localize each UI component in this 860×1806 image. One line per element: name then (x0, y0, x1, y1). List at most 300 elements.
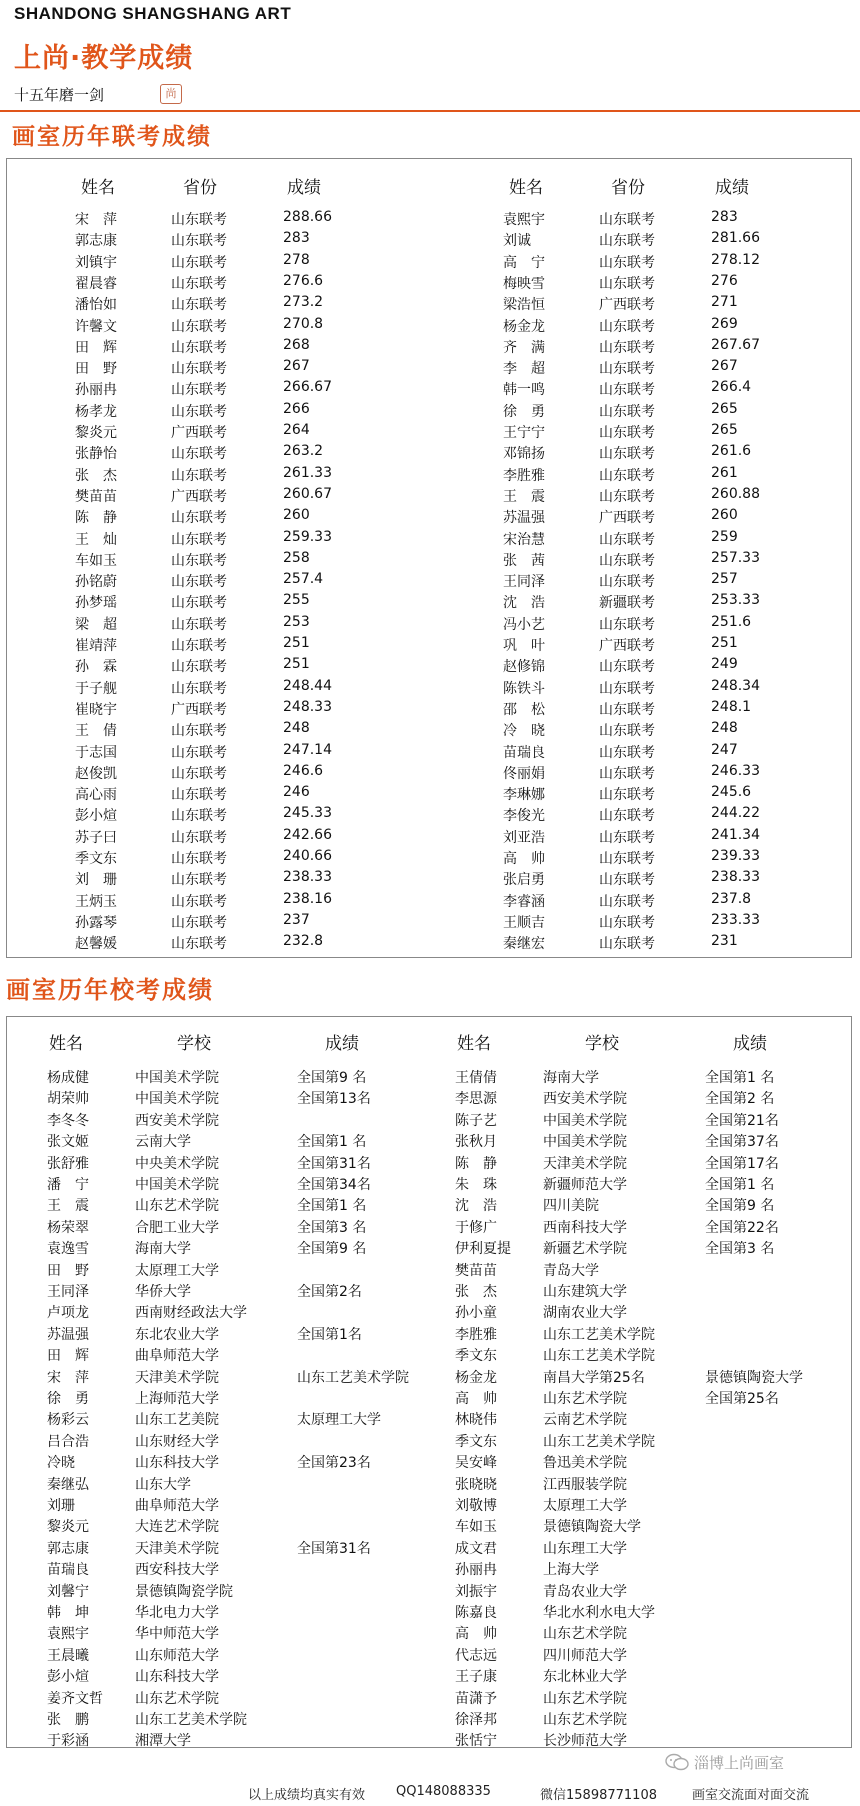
cell-second: 山东联考 (171, 552, 227, 569)
cell-second: 山东联考 (171, 680, 227, 697)
section-title-school-exam: 画室历年校考成绩 (6, 976, 214, 1004)
table-row (415, 1110, 835, 1132)
cell-second: 长沙师范大学 (543, 1733, 627, 1750)
cell-name: 张文姬 (47, 1134, 89, 1151)
cell-score: 238.33 (283, 869, 332, 886)
cell-second: 山东联考 (171, 851, 227, 867)
cell-second: 新疆师范大学 (543, 1177, 627, 1193)
cell-name: 秦继弘 (47, 1476, 89, 1493)
cell-name: 张 鹏 (47, 1712, 89, 1728)
cell-score: 260.67 (283, 485, 332, 502)
cell-name: 彭小煊 (75, 808, 117, 825)
cell-name: 王宁宁 (503, 425, 545, 441)
cell-second: 山东工艺美术学院 (543, 1348, 655, 1365)
cell-score: 267 (283, 358, 310, 375)
cell-score: 248.1 (711, 698, 752, 715)
cell-name: 胡荣帅 (47, 1091, 89, 1108)
cell-name: 齐 满 (503, 339, 545, 356)
cell-score: 全国第2 名 (705, 1091, 775, 1108)
cell-score: 259.33 (283, 528, 332, 545)
cell-name: 黎炎元 (47, 1519, 89, 1536)
cell-name: 李 超 (503, 361, 545, 378)
cell-second: 山东联考 (599, 275, 655, 292)
table-row (7, 1474, 427, 1496)
cell-second: 山东联考 (599, 574, 655, 591)
cell-name: 杨彩云 (47, 1412, 89, 1429)
table-row (435, 571, 855, 593)
cell-second: 华中师范大学 (135, 1626, 219, 1643)
cell-name: 孙小童 (455, 1305, 497, 1322)
table-row (7, 1388, 427, 1410)
table-row (7, 933, 427, 955)
cell-second: 山东联考 (599, 233, 655, 250)
cell-name: 伊利夏提 (455, 1241, 511, 1258)
table-row (435, 294, 855, 316)
table-row (7, 1559, 427, 1581)
cell-name: 苗瑞良 (503, 744, 545, 761)
table-row (415, 1174, 835, 1196)
cell-score: 237.8 (711, 890, 752, 907)
cell-score: 266 (283, 400, 310, 417)
cell-name: 赵馨媛 (75, 936, 117, 953)
table-row (435, 784, 855, 806)
cell-second: 山东联考 (599, 744, 655, 761)
cell-name: 杨金龙 (503, 318, 545, 335)
table-row (415, 1645, 835, 1667)
cell-name: 潘怡如 (75, 297, 117, 314)
footer (0, 1776, 860, 1806)
cell-name: 于志国 (75, 744, 117, 761)
cell-second: 天津美术学院 (135, 1369, 219, 1386)
cell-second: 山东联考 (171, 510, 227, 527)
cell-second: 山东联考 (171, 446, 227, 463)
cell-second: 海南大学 (543, 1070, 599, 1086)
cell-second: 山东联考 (599, 361, 655, 378)
cell-second: 山东工艺美院 (135, 1412, 219, 1429)
table-row (7, 358, 427, 380)
cell-name: 王炳玉 (75, 893, 117, 910)
cell-second: 四川美院 (543, 1198, 599, 1215)
cell-name: 李琳娜 (503, 787, 545, 804)
cell-name: 张静怡 (75, 446, 117, 463)
cell-score: 248.33 (283, 698, 332, 715)
cell-score: 全国第1 名 (297, 1134, 367, 1151)
cell-name: 宋治慧 (503, 531, 545, 548)
cell-name: 王晨曦 (47, 1647, 89, 1664)
cell-second: 山东联考 (171, 829, 227, 846)
cell-name: 季文东 (455, 1348, 497, 1365)
cell-name: 张 杰 (75, 467, 117, 484)
cell-second: 合肥工业大学 (135, 1219, 219, 1236)
cell-score: 247.14 (283, 741, 332, 758)
column-header: 成绩 (715, 178, 749, 198)
cell-score: 全国第17名 (705, 1155, 779, 1172)
cell-second: 山东联考 (171, 403, 227, 420)
cell-second: 江西服装学院 (543, 1476, 627, 1493)
table-row (7, 1516, 427, 1538)
cell-second: 四川师范大学 (543, 1647, 627, 1664)
cell-name: 刘诚 (503, 233, 531, 250)
cell-name: 王同泽 (503, 574, 545, 591)
brand-title: 上尚·教学成绩 (14, 43, 194, 74)
cell-score: 247 (711, 741, 738, 758)
wechat-account-name: 淄博上尚画室 (694, 1754, 785, 1772)
cell-name: 李胜雅 (503, 467, 545, 484)
table-row (7, 1217, 427, 1239)
cell-name: 孙丽冉 (75, 382, 117, 399)
cell-second: 西安科技大学 (135, 1562, 219, 1579)
table-row (7, 443, 427, 465)
cell-name: 高 宁 (503, 254, 545, 271)
cell-score: 265 (711, 400, 738, 417)
table-row (7, 1260, 427, 1282)
cell-score: 260 (283, 507, 310, 524)
cell-name: 徐 勇 (47, 1391, 89, 1407)
table-row (7, 550, 427, 572)
cell-score: 263.2 (283, 443, 324, 460)
cell-second: 广西联考 (171, 701, 227, 718)
table-row (415, 1388, 835, 1410)
table-row (435, 742, 855, 764)
table-row (415, 1516, 835, 1538)
cell-second: 山东联考 (171, 382, 227, 399)
cell-name: 秦继宏 (503, 936, 545, 953)
cell-name: 高心雨 (75, 787, 117, 804)
cell-name: 崔靖萍 (75, 638, 117, 654)
column-header: 学校 (177, 1034, 211, 1054)
cell-score: 全国第1名 (297, 1326, 362, 1343)
table-row (7, 1581, 427, 1603)
table-row (435, 912, 855, 934)
cell-name: 田 辉 (47, 1348, 89, 1365)
cell-second: 景德镇陶瓷学院 (135, 1583, 233, 1600)
cell-score: 251 (283, 656, 310, 673)
cell-name: 韩 坤 (47, 1605, 89, 1621)
cell-second: 广西联考 (171, 425, 227, 441)
joint-exam-table (6, 158, 852, 958)
cell-second: 山东联考 (171, 808, 227, 825)
cell-second: 天津美术学院 (543, 1155, 627, 1172)
cell-name: 刘馨宁 (47, 1583, 89, 1600)
table-row (415, 1088, 835, 1110)
cell-name: 田 野 (47, 1262, 89, 1279)
cell-second: 山东联考 (171, 339, 227, 356)
cell-second: 山东联考 (171, 914, 227, 931)
column-header: 省份 (183, 178, 217, 198)
column-header: 成绩 (287, 178, 321, 198)
cell-score: 248.34 (711, 677, 760, 694)
cell-name: 卢项龙 (47, 1305, 89, 1322)
cell-second: 山东联考 (599, 829, 655, 846)
table-row (7, 827, 427, 849)
cell-name: 陈 静 (455, 1155, 497, 1172)
section-title-joint-exam: 画室历年联考成绩 (12, 124, 212, 150)
table-row (7, 1602, 427, 1624)
table-row (415, 1452, 835, 1474)
cell-name: 梅映雪 (503, 275, 545, 292)
cell-name: 杨荣翠 (47, 1219, 89, 1236)
cell-name: 李冬冬 (47, 1112, 89, 1129)
cell-second: 山东联考 (599, 723, 655, 740)
cell-second: 广西联考 (171, 488, 227, 505)
cell-score: 全国第3 名 (705, 1241, 775, 1258)
cell-second: 山东艺术学院 (543, 1626, 627, 1643)
cell-second: 山东联考 (171, 318, 227, 335)
cell-score: 273.2 (283, 294, 324, 311)
table-row (415, 1688, 835, 1710)
table-row (7, 784, 427, 806)
cell-name: 车如玉 (75, 552, 117, 569)
cell-name: 于修广 (455, 1219, 497, 1236)
table-row (415, 1067, 835, 1089)
table-row (435, 614, 855, 636)
cell-second: 山东工艺美术学院 (543, 1326, 655, 1343)
table-row (7, 891, 427, 913)
cell-score: 278 (283, 251, 310, 268)
table-row (415, 1623, 835, 1645)
cell-second: 西安美术学院 (543, 1091, 627, 1108)
cell-second: 山东联考 (599, 212, 655, 228)
cell-score: 238.16 (283, 890, 332, 907)
table-row (7, 486, 427, 508)
cell-second: 东北农业大学 (135, 1326, 219, 1343)
table-row (7, 1431, 427, 1453)
footer-wechat: 微信15898771108 (540, 1788, 657, 1803)
cell-name: 苏子曰 (75, 829, 117, 846)
table-row (7, 1730, 427, 1752)
table-row (435, 891, 855, 913)
cell-name: 王同泽 (47, 1284, 89, 1300)
cell-name: 高 帅 (503, 851, 545, 867)
cell-name: 孙铭蔚 (75, 574, 117, 591)
table-row (7, 763, 427, 785)
cell-name: 潘 宁 (47, 1177, 89, 1193)
cell-score: 全国第31名 (297, 1540, 371, 1557)
cell-score: 245.33 (283, 805, 332, 822)
cell-name: 孙丽冉 (455, 1562, 497, 1579)
cell-score: 257.4 (283, 571, 324, 588)
cell-name: 吕合浩 (47, 1433, 89, 1450)
cell-score: 260 (711, 507, 738, 524)
cell-score: 237 (283, 911, 310, 928)
cell-score: 258 (283, 549, 310, 566)
cell-second: 华北水利水电大学 (543, 1605, 655, 1621)
footer-note: 以上成绩均真实有效 (248, 1788, 366, 1803)
cell-name: 苗潇予 (455, 1690, 497, 1707)
cell-second: 海南大学 (135, 1241, 191, 1258)
cell-second: 山东联考 (171, 872, 227, 889)
cell-name: 朱 珠 (455, 1177, 497, 1193)
cell-second: 山东联考 (171, 893, 227, 910)
table-row (7, 1195, 427, 1217)
table-row (7, 1645, 427, 1667)
cell-name: 张秋月 (455, 1134, 497, 1151)
table-row (7, 337, 427, 359)
cell-name: 彭小煊 (47, 1669, 89, 1686)
cell-name: 张 茜 (503, 552, 545, 569)
cell-name: 田 野 (75, 361, 117, 378)
cell-score: 267 (711, 358, 738, 375)
table-row (435, 656, 855, 678)
cell-score: 259 (711, 528, 738, 545)
cell-second: 山东联考 (171, 595, 227, 612)
table-row (435, 422, 855, 444)
table-row (7, 1367, 427, 1389)
cell-name: 冷晓 (47, 1455, 75, 1472)
table-row (7, 1688, 427, 1710)
table-row (7, 1174, 427, 1196)
table-row (7, 1238, 427, 1260)
table-row (415, 1131, 835, 1153)
cell-score: 260.88 (711, 485, 760, 502)
cell-name: 林晓伟 (455, 1412, 497, 1429)
cell-score: 265 (711, 422, 738, 438)
cell-second: 山东联考 (599, 339, 655, 356)
cell-name: 袁熙宇 (47, 1626, 89, 1643)
column-header: 姓名 (49, 1034, 83, 1054)
cell-score: 239.33 (711, 848, 760, 864)
table-row (7, 635, 427, 657)
table-row (7, 294, 427, 316)
cell-score: 271 (711, 294, 738, 311)
cell-second: 天津美术学院 (135, 1540, 219, 1557)
table-row (435, 465, 855, 487)
cell-name: 王 震 (47, 1198, 89, 1215)
cell-score: 281.66 (711, 230, 760, 247)
column-header: 成绩 (733, 1034, 767, 1054)
cell-score: 248 (711, 720, 738, 737)
cell-name: 邵 松 (503, 701, 545, 718)
table-row (7, 869, 427, 891)
table-row (7, 805, 427, 827)
cell-name: 李俊光 (503, 808, 545, 825)
table-row (415, 1367, 835, 1389)
cell-name: 沈 浩 (455, 1198, 497, 1215)
cell-second: 曲阜师范大学 (135, 1348, 219, 1365)
cell-second: 中国美术学院 (135, 1177, 219, 1193)
cell-score: 全国第9 名 (705, 1198, 775, 1215)
cell-second: 太原理工大学 (543, 1498, 627, 1514)
cell-second: 山东联考 (171, 787, 227, 804)
cell-name: 佟丽娟 (503, 765, 545, 782)
table-row (7, 848, 427, 870)
table-row (435, 358, 855, 380)
cell-second: 新疆联考 (599, 595, 655, 612)
cell-name: 高 帅 (455, 1391, 497, 1407)
table-row (415, 1474, 835, 1496)
cell-name: 宋 萍 (75, 212, 117, 228)
seal-icon: 尚 (160, 84, 182, 104)
cell-second: 山东工艺美术学院 (543, 1433, 655, 1450)
cell-second: 山东建筑大学 (543, 1284, 627, 1300)
cell-name: 李思源 (455, 1091, 497, 1108)
cell-score: 251 (711, 635, 738, 651)
cell-score: 251 (283, 635, 310, 651)
cell-second: 山东艺术学院 (543, 1690, 627, 1707)
cell-name: 季文东 (455, 1433, 497, 1450)
header-divider (0, 110, 860, 112)
cell-name: 崔晓宇 (75, 701, 117, 718)
cell-name: 王 倩 (75, 723, 117, 740)
cell-name: 王 灿 (75, 531, 117, 548)
cell-second: 山东联考 (599, 616, 655, 633)
cell-score: 全国第9 名 (297, 1241, 367, 1258)
cell-second: 山东联考 (599, 680, 655, 697)
column-header: 姓名 (81, 178, 115, 198)
column-header: 省份 (611, 178, 645, 198)
cell-name: 成文君 (455, 1540, 497, 1557)
table-row (415, 1281, 835, 1303)
cell-score: 257.33 (711, 549, 760, 566)
table-row (7, 507, 427, 529)
cell-score: 232.8 (283, 933, 324, 950)
table-row (415, 1495, 835, 1517)
cell-score: 238.33 (711, 869, 760, 886)
cell-name: 刘 珊 (75, 872, 117, 889)
cell-second: 山东联考 (599, 403, 655, 420)
table-row (415, 1538, 835, 1560)
cell-name: 樊苗苗 (75, 488, 117, 505)
table-row (7, 252, 427, 274)
cell-second: 大连艺术学院 (135, 1519, 219, 1536)
cell-second: 山东财经大学 (135, 1433, 219, 1450)
cell-second: 湘潭大学 (135, 1733, 191, 1750)
table-row (415, 1302, 835, 1324)
cell-score: 249 (711, 656, 738, 673)
cell-score: 景德镇陶瓷大学 (705, 1369, 803, 1386)
cell-score: 253 (283, 613, 310, 630)
cell-name: 吴安峰 (455, 1455, 497, 1472)
cell-second: 上海师范大学 (135, 1391, 219, 1407)
cell-name: 张晓晓 (455, 1476, 497, 1493)
cell-second: 中国美术学院 (135, 1070, 219, 1086)
cell-name: 王 震 (503, 488, 545, 505)
table-row (7, 379, 427, 401)
footer-qq: QQ148088335 (396, 1784, 491, 1799)
cell-name: 张恬宁 (455, 1733, 497, 1750)
table-row (435, 230, 855, 252)
cell-name: 梁浩恒 (503, 297, 545, 314)
cell-score: 233.33 (711, 911, 760, 928)
cell-second: 山东联考 (599, 488, 655, 505)
table-row (415, 1581, 835, 1603)
table-row (435, 443, 855, 465)
cell-score: 261.6 (711, 443, 752, 460)
cell-score: 266.4 (711, 379, 752, 396)
cell-second: 华侨大学 (135, 1284, 191, 1300)
cell-score: 全国第13名 (297, 1091, 371, 1108)
cell-score: 241.34 (711, 826, 760, 843)
cell-second: 山东联考 (171, 936, 227, 953)
cell-second: 山东联考 (171, 275, 227, 292)
cell-score: 山东工艺美术学院 (297, 1369, 409, 1386)
cell-second: 山东联考 (599, 808, 655, 825)
cell-second: 湖南农业大学 (543, 1305, 627, 1322)
cell-name: 沈 浩 (503, 595, 545, 612)
table-row (435, 933, 855, 955)
cell-score: 全国第23名 (297, 1455, 371, 1472)
cell-name: 袁逸雪 (47, 1241, 89, 1258)
table-row (7, 1131, 427, 1153)
cell-second: 山东科技大学 (135, 1669, 219, 1686)
cell-second: 新疆艺术学院 (543, 1241, 627, 1258)
table-row (7, 614, 427, 636)
cell-score: 257 (711, 571, 738, 588)
table-row (435, 592, 855, 614)
cell-name: 陈嘉良 (455, 1605, 497, 1621)
cell-name: 刘珊 (47, 1498, 75, 1514)
cell-score: 245.6 (711, 784, 752, 801)
